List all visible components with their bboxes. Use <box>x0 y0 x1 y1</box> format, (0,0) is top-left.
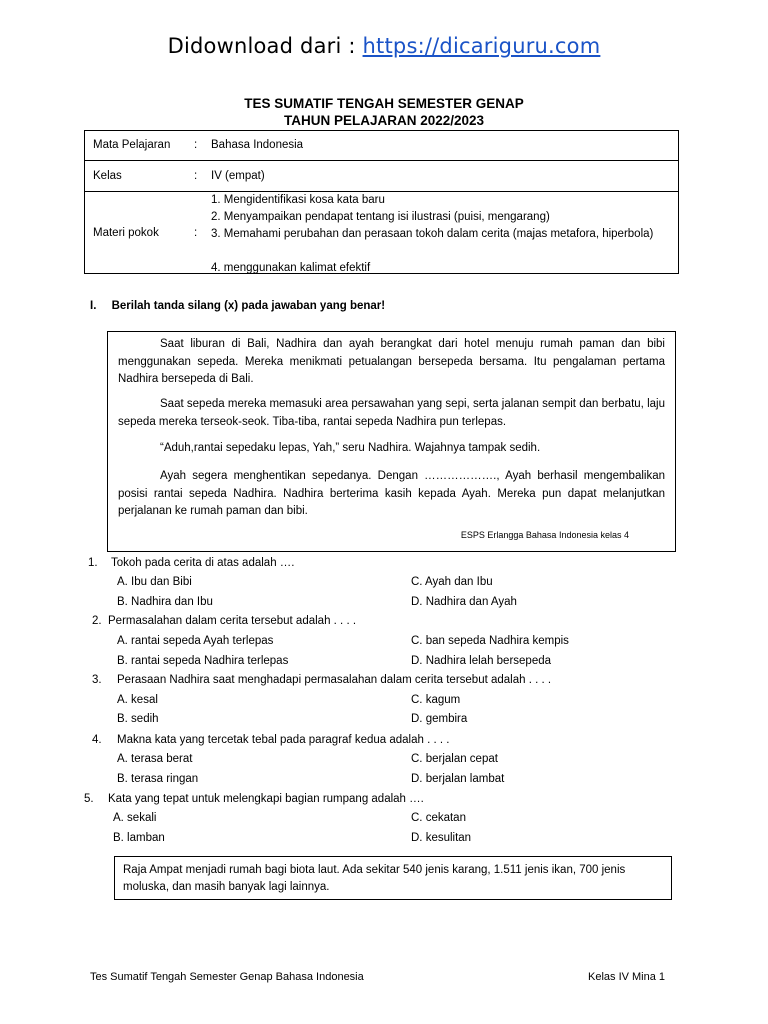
option-d[interactable]: D. Nadhira lelah bersepeda <box>411 655 552 667</box>
option-b[interactable]: B. rantai sepeda Nadhira terlepas <box>117 655 289 667</box>
option-d[interactable]: D. gembira <box>411 713 468 725</box>
question-text: Tokoh pada cerita di atas adalah …. <box>111 557 295 569</box>
exam-year: TAHUN PELAJARAN 2022/2023 <box>283 113 485 128</box>
story-paragraph: Saat sepeda mereka memasuki area persawahan yang sepi, serta jalanan sempit dan berbatu, laju sepeda mereka terseok-seok. Tiba-tiba, rantai sepeda Nadhira pun terlepas. <box>118 398 665 428</box>
option-a[interactable]: A. Ibu dan Bibi <box>117 576 192 588</box>
option-c[interactable]: C. berjalan cepat <box>411 753 498 765</box>
question-number: 3. <box>92 674 102 686</box>
question-text: Permasalahan dalam cerita tersebut adalah . . . . <box>108 615 357 627</box>
story-source: ESPS Erlangga Bahasa Indonesia kelas 4 <box>460 530 629 540</box>
option-a[interactable]: A. sekali <box>113 812 157 824</box>
option-d[interactable]: D. berjalan lambat <box>411 773 505 785</box>
option-c[interactable]: C. ban sepeda Nadhira kempis <box>411 635 569 647</box>
colon: : <box>194 227 198 239</box>
footer-right: Kelas IV Mina 1 <box>588 971 666 983</box>
mapel-value: Bahasa Indonesia <box>211 139 304 151</box>
question-number: 4. <box>92 734 102 746</box>
option-c[interactable]: C. Ayah dan Ibu <box>411 576 493 588</box>
materi-item: 2. Menyampaikan pendapat tentang isi ilustrasi (puisi, mengarang) <box>211 211 550 223</box>
reading-box-2 <box>114 856 672 900</box>
colon: : <box>194 170 198 182</box>
reading-text: Raja Ampat menjadi rumah bagi biota laut. Ada sekitar 540 jenis karang, 1.511 jenis ikan, 700 jenis moluska, dan masih banyak lagi lainnya. <box>123 864 626 893</box>
option-b[interactable]: B. lamban <box>113 832 165 844</box>
footer-left: Tes Sumatif Tengah Semester Genap Bahasa Indonesia <box>90 971 364 983</box>
question-text: Perasaan Nadhira saat menghadapi permasalahan dalam cerita tersebut adalah . . . . <box>117 674 552 686</box>
option-b[interactable]: B. sedih <box>117 713 159 725</box>
info-table <box>84 130 679 274</box>
option-a[interactable]: A. rantai sepeda Ayah terlepas <box>117 635 274 647</box>
story-box <box>107 331 676 552</box>
option-a[interactable]: A. terasa berat <box>117 753 193 765</box>
materi-label: Materi pokok <box>93 227 159 239</box>
option-d[interactable]: D. Nadhira dan Ayah <box>411 596 517 608</box>
mapel-label: Mata Pelajaran <box>93 139 171 151</box>
section-number: I. <box>90 300 97 312</box>
story-paragraph: Ayah segera menghentikan sepedanya. Dengan ………………., Ayah berhasil mengembalikan posisi rantai sepeda Nadhira. Nadhira berterima kasih kepada Ayah. Mereka pun dapat melanjutkan perjalanan ke rumah paman dan bibi. <box>118 470 665 517</box>
question-text: Kata yang tepat untuk melengkapi bagian rumpang adalah …. <box>108 793 424 805</box>
question-number: 2. <box>92 615 102 627</box>
info-row-kelas <box>85 161 678 192</box>
colon: : <box>194 139 198 151</box>
kelas-label: Kelas <box>93 170 122 182</box>
info-row-materi <box>85 192 678 274</box>
materi-item: 4. menggunakan kalimat efektif <box>211 262 371 274</box>
story-paragraph: “Aduh,rantai sepedaku lepas, Yah,” seru Nadhira. Wajahnya tampak sedih. <box>160 442 541 454</box>
option-d[interactable]: D. kesulitan <box>411 832 472 844</box>
exam-title: TES SUMATIF TENGAH SEMESTER GENAP <box>244 96 524 111</box>
info-row-mapel <box>85 131 678 161</box>
section-instruction <box>90 300 385 312</box>
story-paragraph: Saat liburan di Bali, Nadhira dan ayah berangkat dari hotel menuju rumah paman dan bibi menggunakan sepeda. Mereka menikmati petualangan bersepeda bersama. Itu pengalaman pertama Nadhira bersepeda di Bali. <box>118 338 665 385</box>
download-prefix: Didownload dari : <box>167 34 356 58</box>
option-b[interactable]: B. Nadhira dan Ibu <box>117 596 213 608</box>
materi-item: 1. Mengidentifikasi kosa kata baru <box>211 194 385 206</box>
download-banner <box>0 34 768 58</box>
option-c[interactable]: C. cekatan <box>411 812 466 824</box>
instruction-text: Berilah tanda silang (x) pada jawaban yang benar! <box>111 300 386 312</box>
question-text: Makna kata yang tercetak tebal pada paragraf kedua adalah . . . . <box>117 734 450 746</box>
option-c[interactable]: C. kagum <box>411 694 461 706</box>
option-b[interactable]: B. terasa ringan <box>117 773 199 785</box>
question-number: 1. <box>88 557 98 569</box>
download-link[interactable]: https://dicariguru.com <box>362 34 601 58</box>
materi-item: 3. Memahami perubahan dan perasaan tokoh dalam cerita (majas metafora, hiperbola) <box>211 228 654 240</box>
option-a[interactable]: A. kesal <box>117 694 158 706</box>
question-number: 5. <box>84 793 94 805</box>
kelas-value: IV (empat) <box>211 170 265 182</box>
